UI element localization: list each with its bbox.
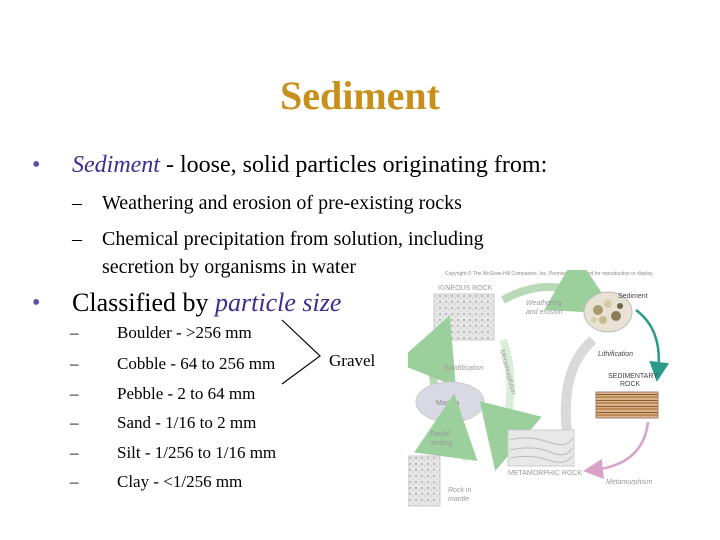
bullet-dot: • bbox=[32, 290, 41, 316]
label-solidification: Solidification bbox=[444, 365, 484, 372]
label-mantle: mantle bbox=[448, 496, 470, 503]
subitem-precipitation-cont: secretion by organisms in water bbox=[102, 256, 357, 278]
label-metamorphism-2: Metamorphism bbox=[606, 479, 653, 486]
size-item-sand: – Sand - 1/16 to 2 mm bbox=[70, 413, 257, 432]
size-item-silt: – Silt - 1/256 to 1/16 mm bbox=[70, 443, 277, 462]
size-item-cobble: – Cobble - 64 to 256 mm bbox=[70, 354, 276, 373]
rock-cycle-diagram bbox=[408, 270, 720, 510]
subitem-precipitation: – Chemical precipitation from solution, including bbox=[72, 228, 484, 250]
mantle-rock-image bbox=[408, 456, 440, 506]
cycle-arc bbox=[566, 340, 593, 440]
label-lithification: Lithification bbox=[598, 351, 634, 358]
label-magma: Magma bbox=[436, 400, 460, 407]
label-igneous-rock: IGNEOUS ROCK bbox=[438, 285, 493, 292]
copyright-notice: Copyright © The McGraw-Hill Companies, Inc. Permission required for reproduction or display. bbox=[445, 271, 654, 277]
label-rock-in: Rock in bbox=[448, 487, 472, 494]
bullet-dot: • bbox=[32, 152, 41, 178]
metamorphism-arrow-2 bbox=[593, 422, 648, 470]
weathering-arrow bbox=[503, 287, 588, 300]
metamorphic-rock-image bbox=[508, 430, 574, 466]
label-erosion: and erosion bbox=[526, 309, 563, 316]
label-weathering: Weathering bbox=[526, 300, 562, 307]
definition-text: - loose, solid particles originating from: bbox=[159, 152, 548, 178]
sedimentary-rock-image bbox=[596, 392, 658, 418]
term-particle-size: particle size bbox=[215, 288, 342, 317]
bullet-particle-size: Classified by particle size bbox=[72, 288, 342, 317]
label-metamorphism: Metamorphism bbox=[498, 348, 517, 396]
gravel-label: Gravel bbox=[329, 351, 376, 370]
label-sedimentary-rock: SEDIMENTARY bbox=[608, 373, 658, 380]
label-sedimentary-rock-2: ROCK bbox=[620, 381, 641, 388]
slide-title: Sediment bbox=[280, 73, 440, 118]
label-partial: Partial bbox=[430, 431, 450, 438]
label-sediment: Sediment bbox=[618, 293, 648, 300]
lithification-arrow bbox=[636, 310, 659, 372]
igneous-rock-image bbox=[434, 294, 494, 340]
term-sediment: Sediment bbox=[72, 152, 160, 178]
size-item-pebble: – Pebble - 2 to 64 mm bbox=[70, 384, 256, 403]
size-item-boulder: – Boulder - >256 mm bbox=[70, 323, 252, 342]
label-metamorphic-rock: METAMORPHIC ROCK bbox=[508, 470, 583, 477]
subitem-weathering: – Weathering and erosion of pre-existing rocks bbox=[72, 192, 462, 214]
label-melting: melting bbox=[430, 440, 453, 447]
gravel-bracket bbox=[280, 318, 330, 388]
size-item-clay: – Clay - <1/256 mm bbox=[70, 472, 243, 491]
bullet-sediment-definition bbox=[72, 152, 547, 179]
